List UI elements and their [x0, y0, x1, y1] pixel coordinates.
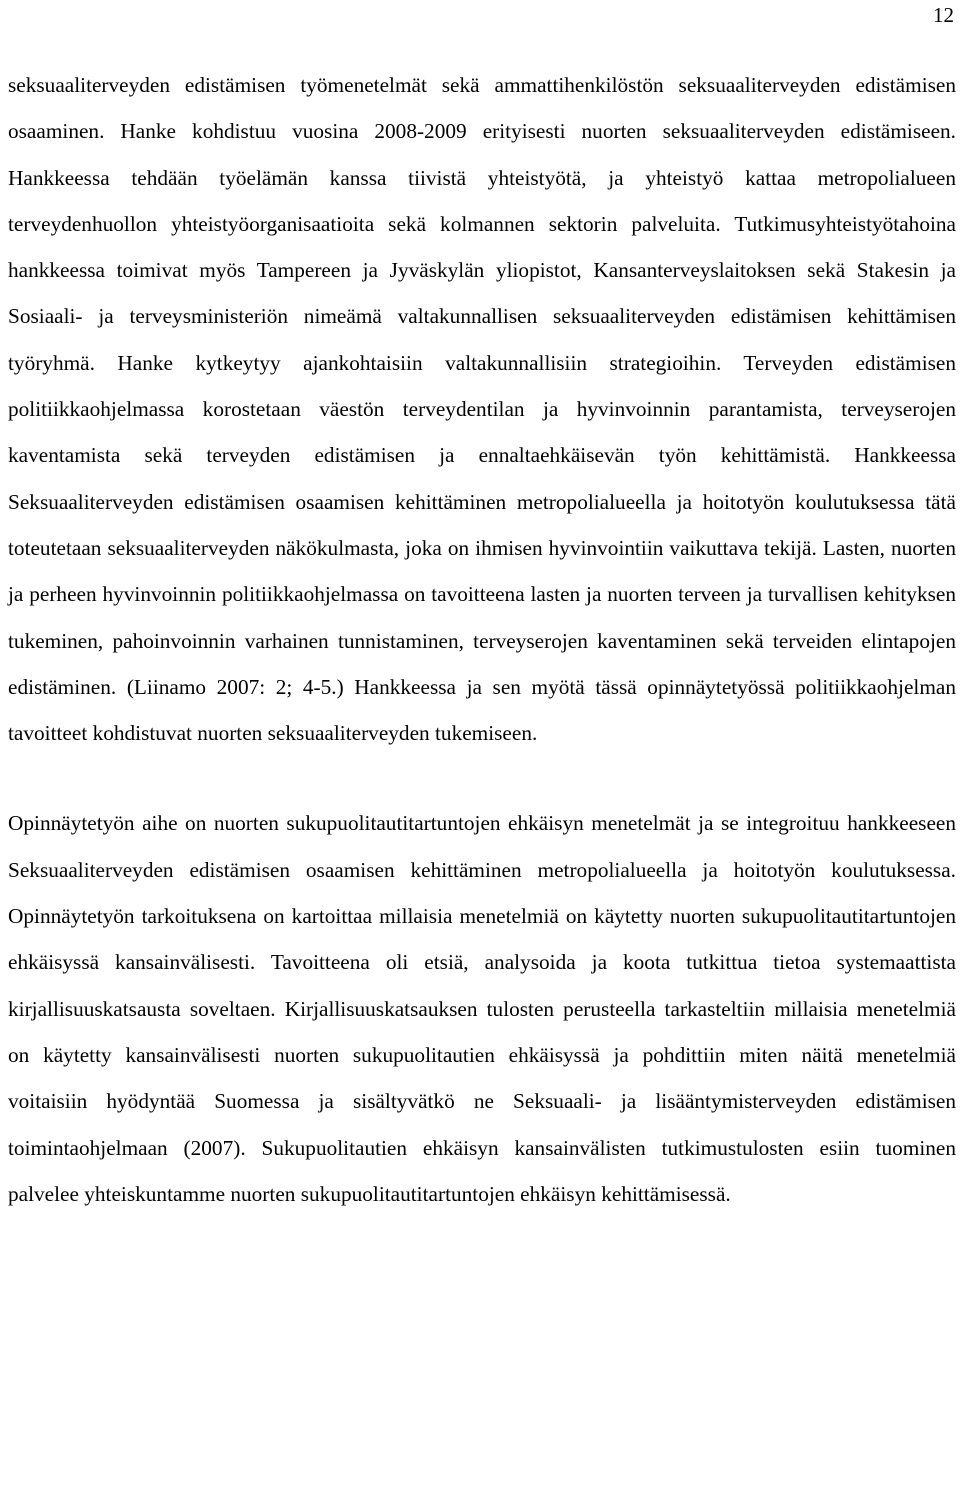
page-number: 12	[933, 3, 954, 27]
body-text	[8, 62, 956, 1217]
paragraph-2: Opinnäytetyön aihe on nuorten sukupuolitautitartuntojen ehkäisyn menetelmät ja se integroituu hankkeeseen Seksuaaliterveyden edistämisen osaamisen kehittäminen metropolialueella ja hoitotyön koulutuksessa. Opinnäytetyön tarkoituksena on kartoittaa millaisia menetelmiä on käytetty nuorten sukupuolitautitartuntojen ehkäisyssä kansainvälisesti. Tavoitteena oli etsiä, analysoida ja koota tutkittua tietoa systemaattista kirjallisuuskatsausta soveltaen. Kirjallisuuskatsauksen tulosten perusteella tarkasteltiin millaisia menetelmiä on käytetty kansainvälisesti nuorten sukupuolitautien ehkäisyssä ja pohdittiin miten näitä menetelmiä voitaisiin hyödyntää Suomessa ja sisältyvätkö ne Seksuaali- ja lisääntymisterveyden edistämisen toimintaohjelmaan (2007). Sukupuolitautien ehkäisyn kansainvälisten tutkimustulosten esiin tuominen palvelee yhteiskuntamme nuorten sukupuolitautitartuntojen ehkäisyn kehittämisessä.	[8, 811, 956, 1206]
paragraph-1: seksuaaliterveyden edistämisen työmenetelmät sekä ammattihenkilöstön seksuaaliterveyden edistämisen osaaminen. Hanke kohdistuu vuosina 2008-2009 erityisesti nuorten seksuaaliterveyden edistämiseen. Hankkeessa tehdään työelämän kanssa tiivistä yhteistyötä, ja yhteistyö kattaa metropolialueen terveydenhuollon yhteistyöorganisaatioita sekä kolmannen sektorin palveluita. Tutkimusyhteistyötahoina hankkeessa toimivat myös Tampereen ja Jyväskylän yliopistot, Kansanterveyslaitoksen sekä Stakesin ja Sosiaali- ja terveysministeriön nimeämä valtakunnallisen seksuaaliterveyden edistämisen kehittämisen työryhmä. Hanke kytkeytyy ajankohtaisiin valtakunnallisiin strategioihin. Terveyden edistämisen politiikkaohjelmassa korostetaan väestön terveydentilan ja hyvinvoinnin parantamista, terveyserojen kaventamista sekä terveyden edistämisen ja ennaltaehkäisevän työn kehittämistä. Hankkeessa Seksuaaliterveyden edistämisen osaamisen kehittäminen metropolialueella ja hoitotyön koulutuksessa tätä toteutetaan seksuaaliterveyden näkökulmasta, joka on ihmisen hyvinvointiin vaikuttava tekijä. Lasten, nuorten ja perheen hyvinvoinnin politiikkaohjelmassa on tavoitteena lasten ja nuorten terveen ja turvallisen kehityksen tukeminen, pahoinvoinnin varhainen tunnistaminen, terveyserojen kaventaminen sekä terveiden elintapojen edistäminen. (Liinamo 2007: 2; 4-5.) Hankkeessa ja sen myötä tässä opinnäytetyössä politiikkaohjelman tavoitteet kohdistuvat nuorten seksuaaliterveyden tukemiseen.	[8, 73, 956, 746]
